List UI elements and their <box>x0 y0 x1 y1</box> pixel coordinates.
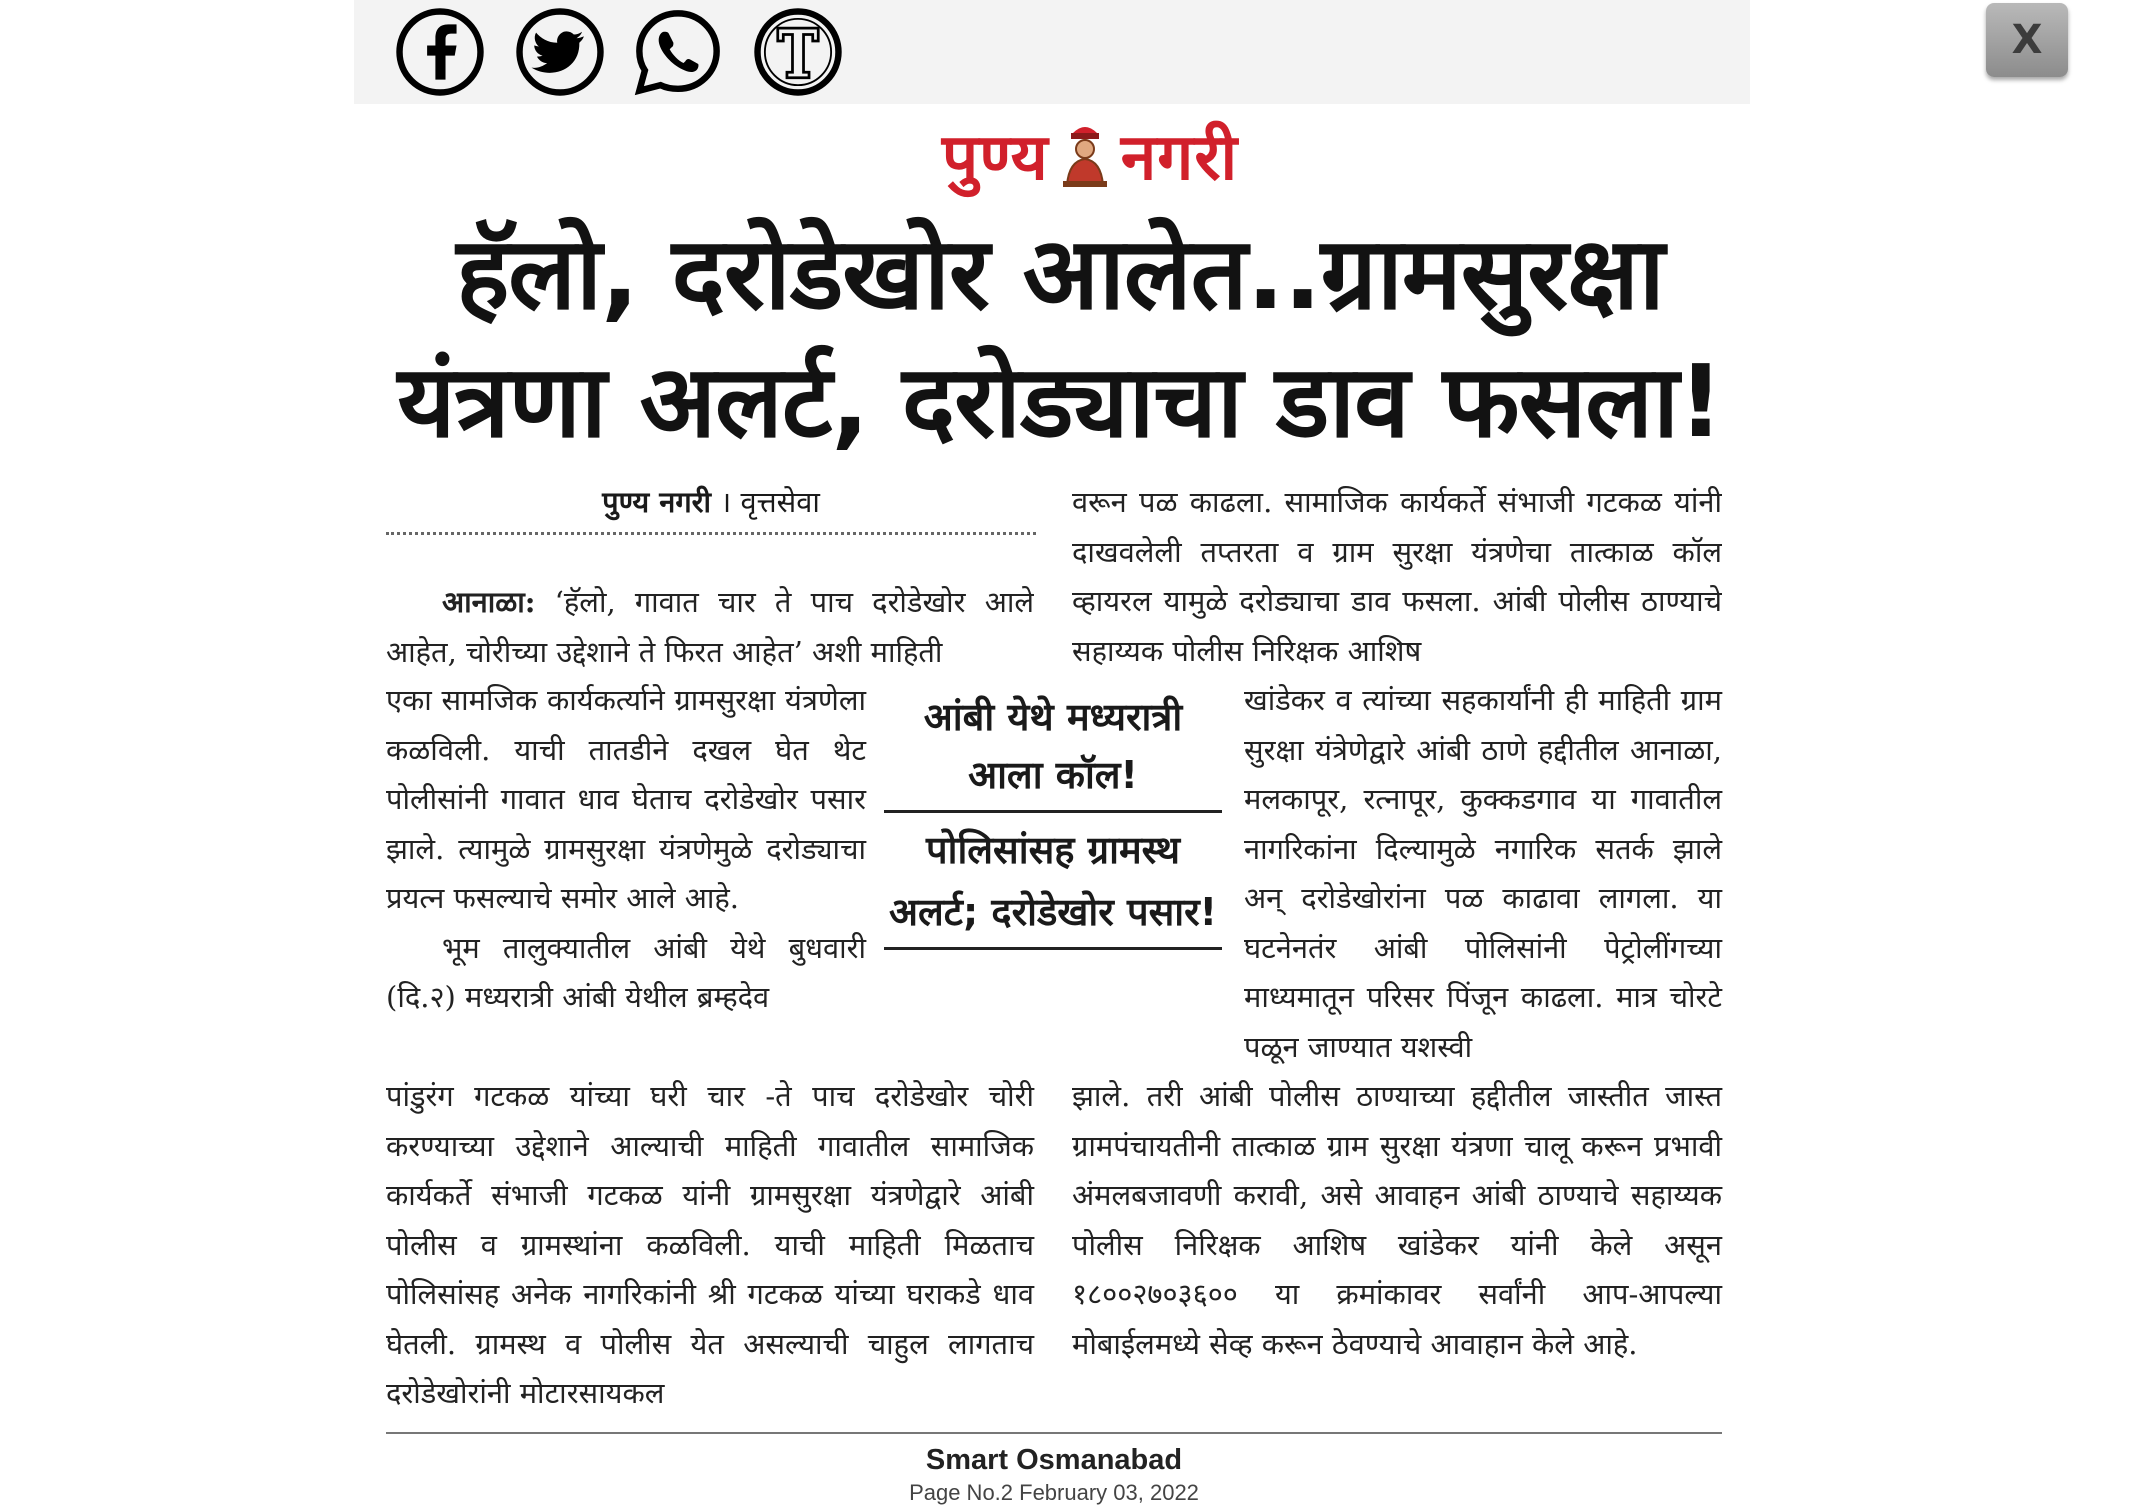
article-column-right-top <box>1072 478 1722 676</box>
article-paragraph-3a: वरून पळ काढला. सामाजिक कार्यकर्ते संभाजी गटकळ यांनी दाखवलेली तप्तरता व ग्राम सुरक्षा यंत्रणेचा तात्काळ कॉल व्हायरल यामुळे दरोड्याचा डाव फसला. आंबी पोलीस ठाण्याचे सहाय्यक पोलीस निरिक्षक आशिष <box>1072 485 1722 668</box>
byline <box>386 482 1036 521</box>
article-dateline: आनाळा: <box>442 585 536 619</box>
article-paragraph-3c: झाले. तरी आंबी पोलीस ठाण्याच्या हद्दीतील जास्तीत जास्त ग्रामपंचायतीनी तात्काळ ग्राम सुरक्षा यंत्रणा चालू करून प्रभावी अंमलबजावणी करावी, असे आवाहन आंबी ठाण्याचे सहाय्यक पोलीस निरिक्षक आशिष खांडेकर यांनी केले असून १८००२७०३६०० या क्रमांकावर सर्वांनी आप-आपल्या मोबाईलमध्ये सेव्ह करून ठेवण्याचे आवाहान केले आहे. <box>1072 1079 1722 1361</box>
article-paragraph-1a: ‘हॅलो, गावात चार ते पाच दरोडेखोर आले आहेत, चोरीच्या उद्देशाने ते फिरत आहेत’ अशी माहिती <box>386 585 1034 669</box>
article-paragraph-2b: पांडुरंग गटकळ यांच्या घरी चार -ते पाच दरोडेखोर चोरी करण्याच्या उद्देशाने आल्याची माहिती गावातील सामाजिक कार्यकर्ते संभाजी गटकळ यांनी ग्रामसुरक्षा यंत्रणेद्वारे आंबी पोलीस व ग्रामस्थांना कळविली. याची माहिती मिळताच पोलिसांसह अनेक नागरिकांनी श्री गटकळ यांच्या घराकडे धाव घेतली. ग्रामस्थ व पोलीस येत असल्याची चाहुल लागताच दरोडेखोरांनी मोटारसायकल <box>386 1079 1034 1410</box>
footer-title: Smart Osmanabad <box>925 1444 1183 1476</box>
masthead-right-word: नगरी <box>1120 120 1239 195</box>
article-headline <box>360 210 1760 466</box>
masthead-emblem-icon <box>1059 119 1111 189</box>
whatsapp-icon[interactable] <box>632 6 724 98</box>
pull-quote-top: आंबी येथे मध्यरात्री आला कॉल! <box>884 688 1222 813</box>
article-paragraph-1b: एका सामजिक कार्यकर्त्याने ग्रामसुरक्षा यंत्रणेला कळविली. याची तातडीने दखल घेत थेट पोलीसांनी गावात धाव घेताच दरोडेखोर पसार झाले. त्यामुळे ग्रामसुरक्षा यंत्रणेमुळे दरोड्याचा प्रयत्न फसल्याचे समोर आले आहे. <box>386 683 866 915</box>
text-icon[interactable] <box>752 6 844 98</box>
footer-page-info: Page No.2 February 03, 2022 <box>909 1480 1199 1505</box>
article-paragraph-3b: खांडेकर व त्यांच्या सहकार्यांनी ही माहिती ग्राम सुरक्षा यंत्रेणेद्वारे आंबी ठाणे हद्दीतील आनाळा, मलकापूर, रत्नापूर, कुक्कडगाव या गावातील नागरिकांना दिल्यामुळे नगारिक सतर्क झाले अन् दरोडेखोरांना पळ काढावा लागला. या घटनेनतंर आंबी पोलिसांनी पेट्रोलींगच्या माध्यमातून परिसर पिंजून काढला. मात्र चोरटे पळून जाण्यात यशस्वी <box>1244 683 1722 1064</box>
article-column-left-narrow <box>386 676 866 1023</box>
byline-separator: । <box>720 485 732 519</box>
article-column-left-bottom <box>386 1072 1034 1419</box>
article-paragraph-2a: भूम तालुक्यातील आंबी येथे बुधवारी (दि.२) मध्यरात्री आंबी येथील ब्रम्हदेव <box>386 930 866 1014</box>
article-column-left-top <box>386 578 1034 676</box>
footer-divider <box>386 1432 1722 1434</box>
masthead-left-word: पुण्य <box>941 120 1049 195</box>
facebook-icon[interactable] <box>394 6 486 98</box>
byline-service: वृत्तसेवा <box>740 485 820 519</box>
twitter-icon[interactable] <box>514 6 606 98</box>
pull-quote <box>884 688 1222 950</box>
headline-line-2: यंत्रणा अलर्ट, दरोड्याचा डाव फसला! <box>397 343 1723 460</box>
share-toolbar <box>354 0 2043 104</box>
masthead-logo <box>880 114 1300 194</box>
byline-divider <box>386 532 1036 535</box>
article-column-right-bottom <box>1072 1072 1722 1369</box>
headline-line-1: हॅलो, दरोडेखोर आलेत..ग्रामसुरक्षा <box>456 215 1664 332</box>
article-column-right-narrow <box>1244 676 1722 1072</box>
pull-quote-bottom: पोलिसांसह ग्रामस्थ अलर्ट; दरोडेखोर पसार! <box>884 813 1222 950</box>
close-button[interactable]: X <box>1986 3 2068 77</box>
byline-source: पुण्य नगरी <box>602 485 712 519</box>
